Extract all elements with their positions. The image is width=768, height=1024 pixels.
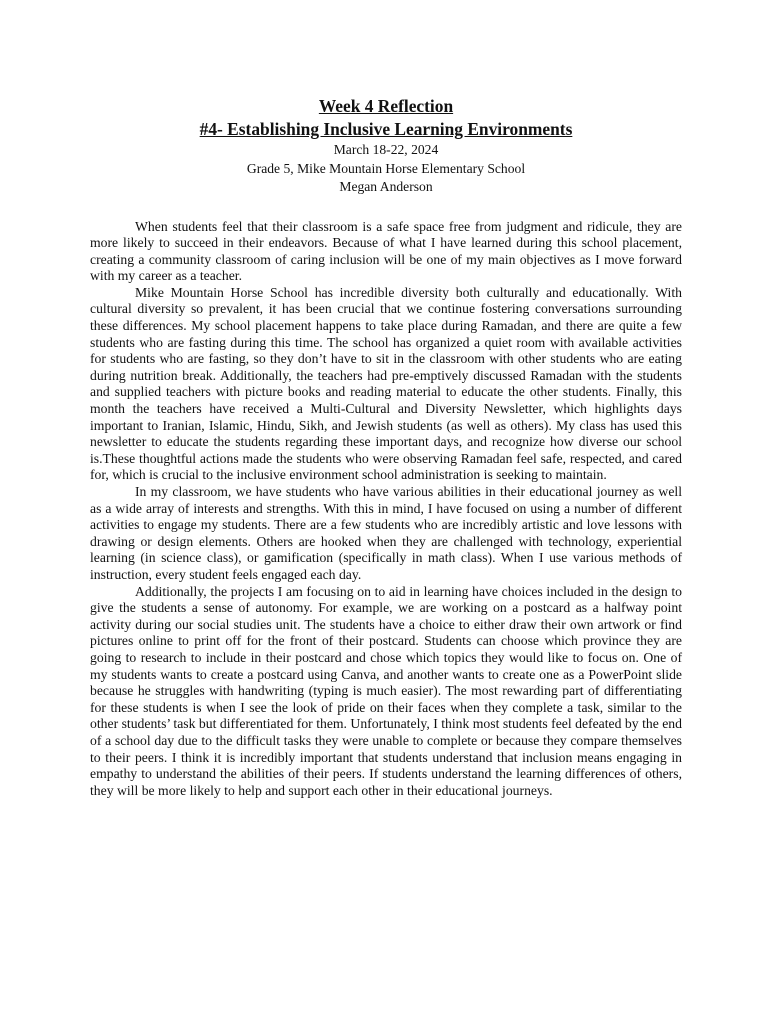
document-subtitle: #4- Establishing Inclusive Learning Environments [199,119,573,139]
paragraph: Additionally, the projects I am focusing on to aid in learning have choices included in the design to give the students a sense of autonomy. For example, we are working on a postcard as a halfway point activity during our social studies unit. The students have a choice to either draw their own artwork or find pictures online to print off for the front of their postcard. Students can choose which province they are going to research to include in their postcard and chose which topics they would like to focus on. One of my students wants to create a postcard using Canva, and another wants to create one as a PowerPoint slide because he struggles with handwriting (typing is much easier). The most rewarding part of differentiating for these students is when I see the look of pride on their faces when they complete a task, similar to the other students’ task but differentiated for them. Unfortunately, I think most students feel defeated by the end of a school day due to the difficult tasks they were unable to complete or because they compare themselves to their peers. I think it is incredibly important that students understand that inclusion means engaging in empathy to understand the abilities of their peers. If students understand the learning differences of others, they will be more likely to help and support each other in their educational journeys. [90,583,682,798]
paragraph: In my classroom, we have students who have various abilities in their educational journey as well as a wide array of interests and strengths. With this in mind, I have focused on using a number of different activities to engage my students. There are a few students who are incredibly artistic and love lessons with drawing or design elements. Others are hooked when they are challenged with technology, experiential learning (in science class), or gamification (specifically in math class). When I use various methods of instruction, every student feels engaged each day. [90,484,682,582]
paragraph: When students feel that their classroom is a safe space free from judgment and ridicule, they are more likely to succeed in their endeavors. Because of what I have learned during this school placement, creating a community classroom of caring inclusion will be one of my main objectives as I move forward with my career as a teacher. [90,218,682,284]
document-title: Week 4 Reflection [318,96,454,116]
paragraph: Mike Mountain Horse School has incredible diversity both culturally and educationally. With cultural diversity so prevalent, it has been crucial that we continue fostering conversations surrounding these differences. My school placement happens to take place during Ramadan, and there are quite a few students who are fasting during this time. The school has organized a quiet room with available activities for students who are fasting, so they don’t have to sit in the classroom with other students who are eating during nutrition break. Additionally, the teachers had pre-emptively discussed Ramadan with the students and supplied teachers with picture books and reading material to educate the other students. Finally, this month the teachers have received a Multi-Cultural and Diversity Newsletter, which highlights days important to Iranian, Islamic, Hindu, Sikh, and Jewish students (as well as others). My class has used this newsletter to educate the students regarding these important days, and recognize how diverse our school is.These thoughtful actions made the students who were observing Ramadan feel safe, respected, and cared for, which is crucial to the inclusive environment school administration is seeking to maintain. [90,284,682,483]
document-author: Megan Anderson [339,179,433,194]
document-school: Grade 5, Mike Mountain Horse Elementary School [246,160,526,176]
document-body [90,219,682,800]
document-date: March 18-22, 2024 [333,142,439,157]
